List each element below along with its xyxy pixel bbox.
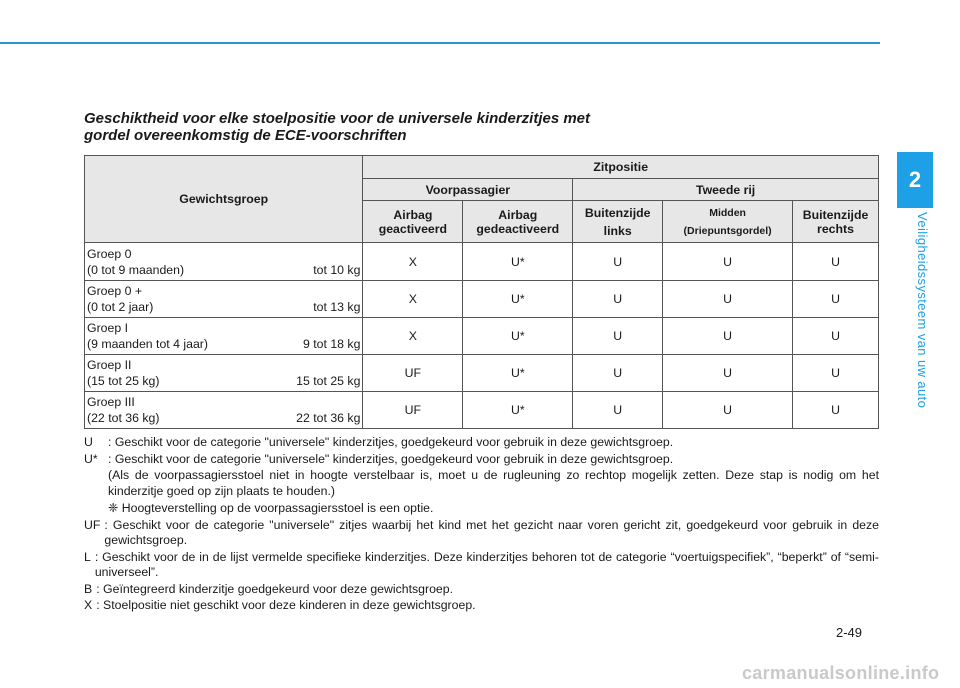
group-cell	[85, 318, 363, 355]
group-range: (15 tot 25 kg)	[87, 374, 160, 388]
page-number: 2-49	[836, 625, 863, 640]
value-airbag-on: UF	[363, 392, 463, 429]
group-weight: 9 tot 18 kg	[302, 337, 361, 351]
top-rule	[0, 42, 880, 44]
value-middle: U	[663, 243, 793, 281]
note-ustar-bullet: ❈ Hoogteverstelling op de voorpassagiersstoel is een optie.	[108, 501, 434, 515]
header-middle	[663, 201, 793, 243]
value-airbag-off: U*	[463, 281, 573, 318]
value-airbag-off: U*	[463, 243, 573, 281]
header-second-row: Tweede rij	[573, 179, 879, 201]
note-x-key: X	[84, 598, 93, 612]
note-ustar-text: : Geschikt voor de categorie "universele" kinderzitjes, goedgekeurd voor gebruik in deze gewichtsgroep.	[108, 451, 674, 466]
header-outer-right	[793, 201, 879, 243]
value-airbag-off: U*	[463, 318, 573, 355]
value-outer-left: U	[573, 318, 663, 355]
header-airbag-on	[363, 201, 463, 243]
header-front-passenger: Voorpassagier	[363, 179, 573, 201]
group-weight: tot 13 kg	[313, 300, 361, 314]
note-u-key: U	[84, 435, 93, 449]
value-outer-left: U	[573, 243, 663, 281]
watermark: carmanualsonline.info	[742, 663, 940, 683]
note-u	[84, 435, 879, 451]
note-b-text: : Geïntegreerd kinderzitje goedgekeurd voor deze gewichtsgroep.	[96, 581, 454, 596]
chapter-number: 2	[908, 167, 922, 192]
group-name: Groep 0 +	[87, 284, 143, 298]
value-outer-left: U	[573, 355, 663, 392]
group-cell	[85, 392, 363, 429]
value-airbag-on: UF	[363, 355, 463, 392]
group-cell	[85, 355, 363, 392]
header-outer-left	[573, 201, 663, 243]
value-middle: U	[663, 318, 793, 355]
group-cell	[85, 281, 363, 318]
value-airbag-off: U*	[463, 392, 573, 429]
group-name: Groep III	[87, 395, 135, 409]
header-airbag-on-line2: geactiveerd	[378, 221, 448, 236]
table-row	[85, 243, 879, 281]
note-b-key: B	[84, 581, 93, 596]
header-airbag-off-line2: gedeactiveerd	[476, 221, 560, 236]
note-uf-text: : Geschikt voor de categorie "universele" zitjes waarbij het kind met het gezicht naar voren gericht zit, goedgekeurd voor gebruik in deze gewichtsgroep.	[104, 517, 879, 547]
value-airbag-on: X	[363, 243, 463, 281]
table-row	[85, 318, 879, 355]
value-middle: U	[663, 392, 793, 429]
value-outer-left: U	[573, 281, 663, 318]
header-outer-left-line1: Buitenzijde	[584, 205, 651, 220]
group-weight: tot 10 kg	[313, 262, 361, 277]
section-title-line1: Geschiktheid voor elke stoelpositie voor de universele kinderzitjes met	[84, 110, 591, 127]
group-name: Groep II	[87, 358, 132, 372]
value-airbag-on: X	[363, 281, 463, 318]
seat-suitability-table	[84, 155, 879, 429]
header-airbag-on-line1: Airbag	[393, 207, 433, 222]
group-range: (9 maanden tot 4 jaar)	[87, 337, 208, 351]
section-title-line2: gordel overeenkomstig de ECE-voorschriften	[84, 127, 407, 144]
group-name: Groep I	[87, 321, 129, 335]
note-x-text: : Stoelpositie niet geschikt voor deze kinderen in deze gewichtsgroep.	[96, 598, 476, 612]
chapter-title: Veiligheidssysteem van uw auto	[915, 212, 930, 409]
group-cell	[85, 243, 363, 281]
header-outer-right-line2: rechts	[817, 221, 854, 236]
header-outer-right-line1: Buitenzijde	[802, 207, 869, 222]
note-b	[84, 582, 879, 598]
group-range: (0 tot 2 jaar)	[87, 300, 154, 314]
header-middle-line2: (Driepuntsgordel)	[683, 224, 772, 237]
header-outer-left-line2: links	[603, 223, 632, 238]
table-row	[85, 281, 879, 318]
value-outer-left: U	[573, 392, 663, 429]
chapter-number-tab	[897, 152, 933, 208]
note-l-key: L	[84, 549, 91, 564]
header-middle-line1: Midden	[709, 206, 746, 219]
value-airbag-on: X	[363, 318, 463, 355]
note-u-text: : Geschikt voor de categorie "universele" kinderzitjes, goedgekeurd voor gebruik in deze gewichtsgroep.	[108, 435, 674, 449]
group-range: (22 tot 36 kg)	[87, 411, 160, 425]
group-weight: 15 tot 25 kg	[296, 374, 361, 388]
legend-notes	[84, 435, 879, 615]
note-uf-key: UF	[84, 517, 101, 532]
header-airbag-off	[463, 201, 573, 243]
value-outer-right: U	[793, 355, 879, 392]
note-ustar-sub: (Als de voorpassagiersstoel niet in hoogte verstelbaar is, moet u de rugleuning zo rechtop mogelijk zetten. Deze stap is nodig om het kinderzitje goed op zijn plaats te houden.)	[108, 468, 879, 498]
group-weight: 22 tot 36 kg	[296, 411, 361, 425]
value-middle: U	[663, 281, 793, 318]
note-ustar	[84, 452, 879, 468]
value-middle: U	[663, 355, 793, 392]
group-name: Groep 0	[87, 246, 132, 261]
header-airbag-off-line1: Airbag	[498, 207, 538, 222]
note-ustar-key: U*	[84, 451, 98, 466]
value-airbag-off: U*	[463, 355, 573, 392]
table-row	[85, 392, 879, 429]
note-x	[84, 598, 879, 614]
note-uf	[84, 518, 879, 549]
section-title	[84, 110, 864, 144]
header-seat-position: Zitpositie	[363, 156, 879, 179]
note-l	[84, 550, 879, 581]
value-outer-right: U	[793, 392, 879, 429]
value-outer-right: U	[793, 318, 879, 355]
group-range: (0 tot 9 maanden)	[87, 262, 185, 277]
header-weight-group: Gewichtsgroep	[85, 156, 363, 243]
value-outer-right: U	[793, 281, 879, 318]
table-row	[85, 355, 879, 392]
value-outer-right: U	[793, 243, 879, 281]
note-l-text: : Geschikt voor de in de lijst vermelde specifieke kinderzitjes. Deze kinderzitjes behoren tot de categorie “voertuigspecifiek”, “beperkt” of “semi-universeel”.	[94, 549, 879, 579]
